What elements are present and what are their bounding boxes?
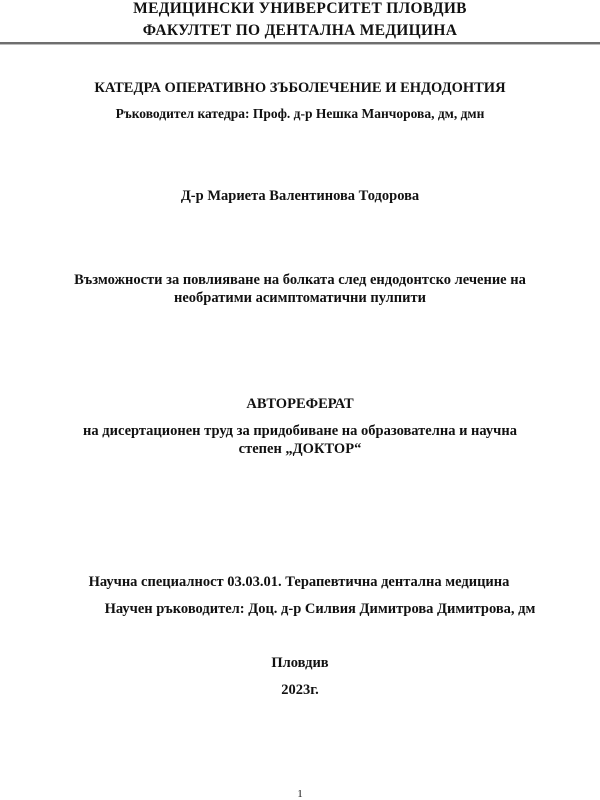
page-number: 1 [297, 788, 303, 800]
city: Пловдив [271, 655, 329, 671]
thesis-title-line-1: Възможности за повлияване на болката след ендодонтско лечение на [74, 272, 526, 288]
year: 2023г. [281, 682, 319, 698]
document-type-line-2: степен „ДОКТОР“ [238, 441, 362, 457]
university-name: МЕДИЦИНСКИ УНИВЕРСИТЕТ ПЛОВДИВ [133, 0, 467, 17]
header-divider [0, 42, 600, 45]
department-head: Ръководител катедра: Проф. д-р Нешка Манчорова, дм, дмн [115, 106, 485, 121]
department-name: КАТЕДРА ОПЕРАТИВНО ЗЪБОЛЕЧЕНИЕ И ЕНДОДОНТИЯ [94, 80, 506, 96]
document-type-label: АВТОРЕФЕРАТ [246, 396, 354, 412]
thesis-title-line-2: необратими асимптоматични пулпити [174, 290, 426, 306]
scientific-supervisor: Научен ръководител: Доц. д-р Силвия Димитрова Димитрова, дм [104, 601, 536, 617]
faculty-name: ФАКУЛТЕТ ПО ДЕНТАЛНА МЕДИЦИНА [142, 22, 458, 39]
document-type-line-1: на дисертационен труд за придобиване на образователна и научна [83, 423, 517, 439]
scientific-specialty: Научна специалност 03.03.01. Терапевтична дентална медицина [88, 574, 510, 590]
author-name: Д-р Мариета Валентинова Тодорова [180, 188, 420, 204]
